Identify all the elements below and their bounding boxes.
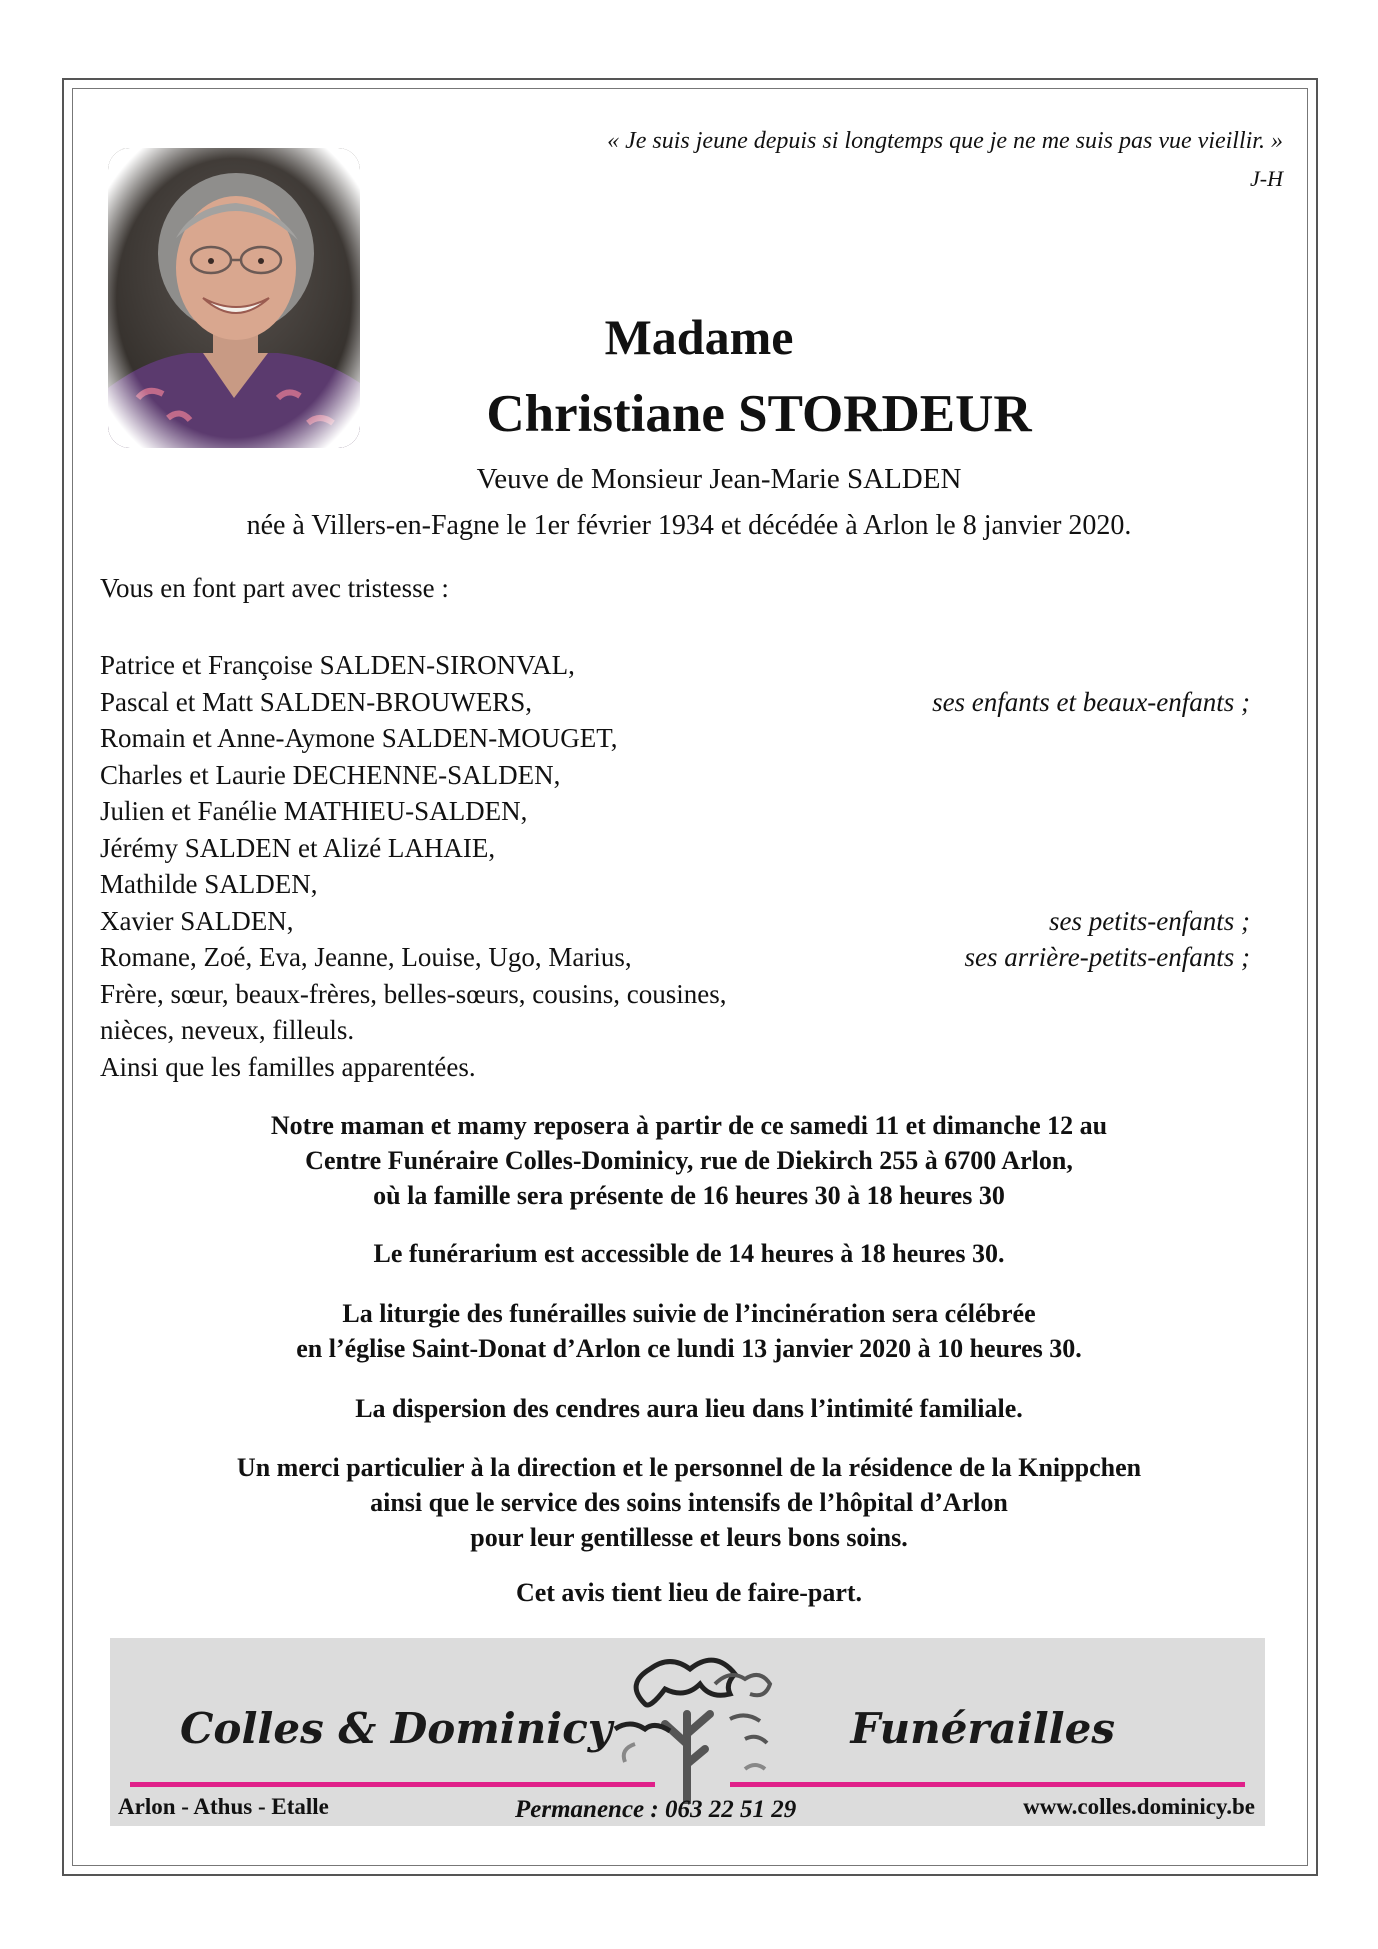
- family-list: [100, 647, 1250, 1085]
- family-row: nièces, neveux, filleuls.: [100, 1015, 355, 1045]
- accent-line-right: [730, 1782, 1245, 1787]
- family-row: Romane, Zoé, Eva, Jeanne, Louise, Ugo, Marius, ses arrière-petits-enfants ;: [100, 942, 1250, 972]
- ashes-notice: La dispersion des cendres aura lieu dans l’intimité familiale.: [355, 1394, 1023, 1423]
- epigraph-quote: « Je suis jeune depuis si longtemps que je ne me suis pas vue vieillir. »: [607, 128, 1283, 154]
- birth-death-line: née à Villers-en-Fagne le 1er février 1934 et décédée à Arlon le 8 janvier 2020.: [246, 510, 1132, 541]
- thanks-notice: Un merci particulier à la direction et le personnel de la résidence de la Knippchen ainsi que le service des soins intensifs de l’hôpital d’Arlon pour leur gentillesse et leurs bons soins.: [236, 1453, 1142, 1552]
- honorific: Madame: [604, 309, 794, 365]
- deceased-name: Christiane STORDEUR: [486, 385, 1032, 443]
- permanence-phone: Permanence : 063 22 51 29: [515, 1796, 797, 1823]
- tree-logo-icon: [595, 1644, 785, 1804]
- locations: Arlon - Athus - Etalle: [118, 1794, 329, 1819]
- brand-name: Colles & Dominicy: [180, 1704, 613, 1753]
- family-row: Charles et Laurie DECHENNE-SALDEN,: [100, 759, 561, 790]
- funeral-home-banner: [110, 1638, 1265, 1826]
- family-row: Julien et Fanélie MATHIEU-SALDEN,: [100, 796, 528, 826]
- family-row: Mathilde SALDEN,: [100, 869, 318, 899]
- family-row: Patrice et Françoise SALDEN-SIRONVAL,: [100, 650, 575, 680]
- family-row: Jérémy SALDEN et Alizé LAHAIE,: [100, 832, 496, 863]
- closing-notice: Cet avis tient lieu de faire-part.: [515, 1578, 863, 1607]
- website-link[interactable]: www.colles.dominicy.be: [1023, 1794, 1255, 1819]
- announcement-intro: Vous en font part avec tristesse :: [100, 573, 449, 603]
- family-row: Frère, sœur, beaux-frères, belles-sœurs, cousins, cousines,: [100, 978, 727, 1009]
- widow-of-line: Veuve de Monsieur Jean-Marie SALDEN: [476, 463, 962, 495]
- visitation-notice: Notre maman et mamy reposera à partir de ce samedi 11 et dimanche 12 au Centre Funéraire Colles-Dominicy, rue de Diekirch 255 à 6700 Arlon, où la famille sera présente de 16 heures 30 à 18 heures 30: [270, 1111, 1108, 1210]
- family-row: Romain et Anne-Aymone SALDEN-MOUGET,: [100, 723, 618, 753]
- brand-tagline: Funérailles: [850, 1704, 1115, 1753]
- liturgy-notice: La liturgie des funérailles suivie de l’incinération sera célébrée en l’église Saint-Donat d’Arlon ce lundi 13 janvier 2020 à 10 heures 30.: [296, 1299, 1082, 1363]
- hours-notice: Le funérarium est accessible de 14 heures à 18 heures 30.: [373, 1239, 1005, 1268]
- family-row: Xavier SALDEN, ses petits-enfants ;: [100, 905, 1250, 936]
- family-row: Ainsi que les familles apparentées.: [100, 1051, 476, 1082]
- accent-line-left: [130, 1782, 655, 1787]
- family-row: Pascal et Matt SALDEN-BROUWERS, ses enfants et beaux-enfants ;: [100, 686, 1250, 717]
- epigraph-author: J-H: [1250, 166, 1283, 191]
